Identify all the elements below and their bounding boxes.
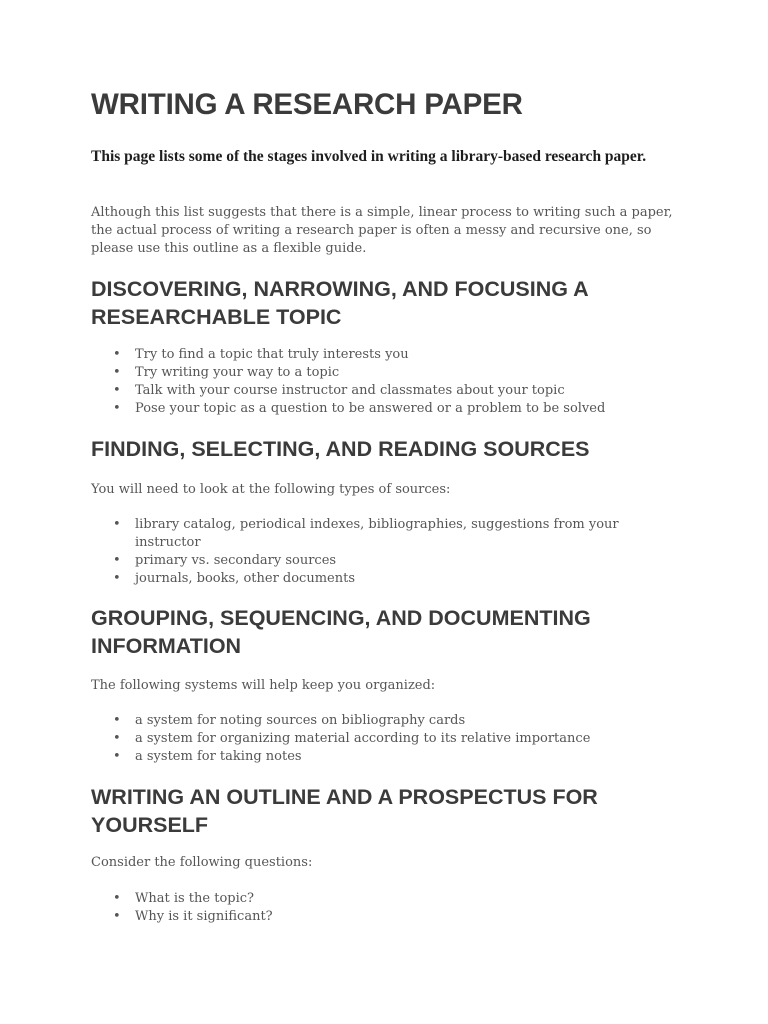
sources-intro: You will need to look at the following types of sources: [91, 482, 451, 497]
information-list [91, 712, 651, 766]
section-heading-topic: DISCOVERING, NARROWING, AND FOCUSING A RESEARCHABLE TOPIC [91, 277, 588, 329]
list-item: • journals, books, other documents [91, 570, 651, 588]
list-item: • Talk with your course instructor and classmates about your topic [91, 382, 651, 400]
list-item: • library catalog, periodical indexes, bibliographies, suggestions from your instructor [91, 516, 651, 552]
list-item: • a system for taking notes [91, 748, 651, 766]
list-item: • Try writing your way to a topic [91, 364, 651, 382]
outline-list [91, 890, 651, 926]
list-item: • Try to find a topic that truly interests you [91, 346, 651, 364]
section-heading-information: GROUPING, SEQUENCING, AND DOCUMENTING INFORMATION [91, 606, 591, 658]
list-item: • What is the topic? [91, 890, 651, 908]
page-title: WRITING A RESEARCH PAPER [91, 88, 523, 121]
information-intro: The following systems will help keep you organized: [91, 678, 436, 693]
sources-list [91, 516, 651, 588]
list-item: • a system for noting sources on bibliography cards [91, 712, 651, 730]
list-item: • primary vs. secondary sources [91, 552, 651, 570]
section-heading-sources: FINDING, SELECTING, AND READING SOURCES [91, 437, 590, 461]
list-item: • Why is it significant? [91, 908, 651, 926]
list-item: • Pose your topic as a question to be answered or a problem to be solved [91, 400, 651, 418]
intro-summary: This page lists some of the stages involved in writing a library-based research paper. [91, 148, 647, 165]
outline-intro: Consider the following questions: [91, 855, 313, 870]
topic-list [91, 346, 651, 418]
intro-paragraph: Although this list suggests that there is a simple, linear process to writing such a paper, the actual process of writing a research paper is often a messy and recursive one, so please use this outline as a flexible guide. [91, 205, 673, 256]
section-heading-outline: WRITING AN OUTLINE AND A PROSPECTUS FOR YOURSELF [91, 785, 598, 837]
list-item: • a system for organizing material according to its relative importance [91, 730, 651, 748]
